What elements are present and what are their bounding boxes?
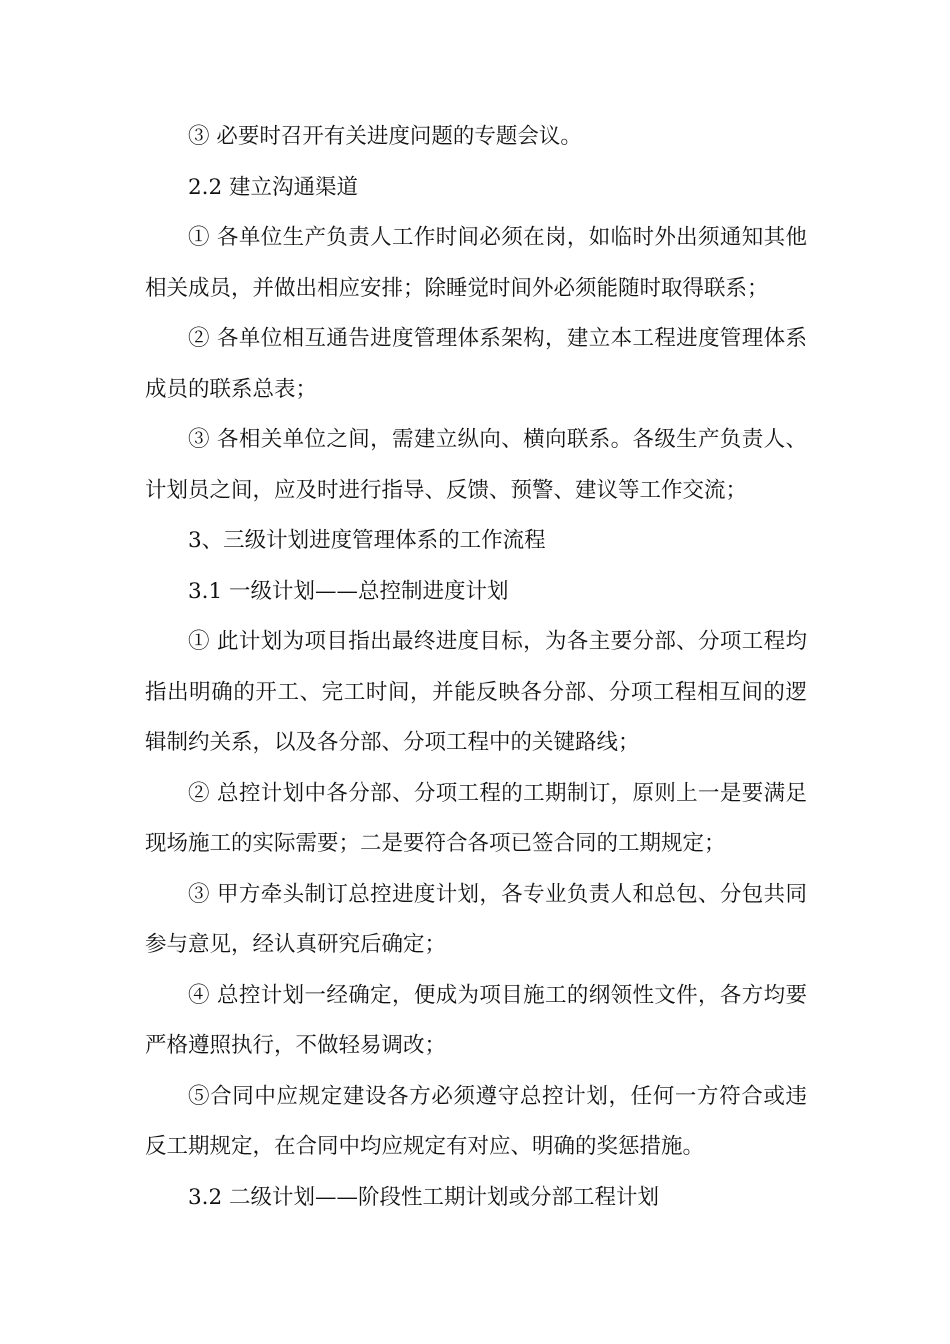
paragraph-item-5-contract: ⑤合同中应规定建设各方必须遵守总控计划，任何一方符合或违反工期规定，在合同中均应规定有对应、明确的奖惩措施。 — [145, 1083, 807, 1159]
section-heading-3: 3、三级计划进度管理体系的工作流程 — [188, 528, 546, 553]
section-heading-2-2: 2.2 建立沟通渠道 — [188, 174, 359, 200]
paragraph-item-2-duration: ② 总控计划中各分部、分项工程的工期制订，原则上一是要满足现场施工的实际需要；二是要符合各项已签合同的工期规定； — [145, 780, 807, 856]
section-heading-3-1: 3.1 一级计划——总控制进度计划 — [188, 578, 509, 604]
paragraph-item-4-binding: ④ 总控计划一经确定，便成为项目施工的纲领性文件，各方均要严格遵照执行，不做轻易调改； — [145, 982, 807, 1058]
paragraph-item-3-communication: ③ 各相关单位之间，需建立纵向、横向联系。各级生产负责人、计划员之间，应及时进行指导、反馈、预警、建议等工作交流； — [145, 427, 807, 503]
section-heading-3-2: 3.2 二级计划——阶段性工期计划或分部工程计划 — [188, 1184, 660, 1210]
document-body — [145, 112, 807, 1223]
paragraph-item-2-contact-list: ② 各单位相互通告进度管理体系架构，建立本工程进度管理体系成员的联系总表； — [145, 326, 807, 402]
paragraph-item-3-meeting: ③ 必要时召开有关进度问题的专题会议。 — [188, 124, 582, 149]
paragraph-item-3-ownership: ③ 甲方牵头制订总控进度计划，各专业负责人和总包、分包共同参与意见，经认真研究后确定； — [145, 881, 807, 957]
paragraph-item-1-on-duty: ① 各单位生产负责人工作时间必须在岗，如临时外出须通知其他相关成员，并做出相应安排；除睡觉时间外必须能随时取得联系； — [145, 225, 807, 301]
paragraph-item-1-goal: ① 此计划为项目指出最终进度目标，为各主要分部、分项工程均指出明确的开工、完工时间，并能反映各分部、分项工程相互间的逻辑制约关系，以及各分部、分项工程中的关键路线； — [145, 629, 807, 755]
